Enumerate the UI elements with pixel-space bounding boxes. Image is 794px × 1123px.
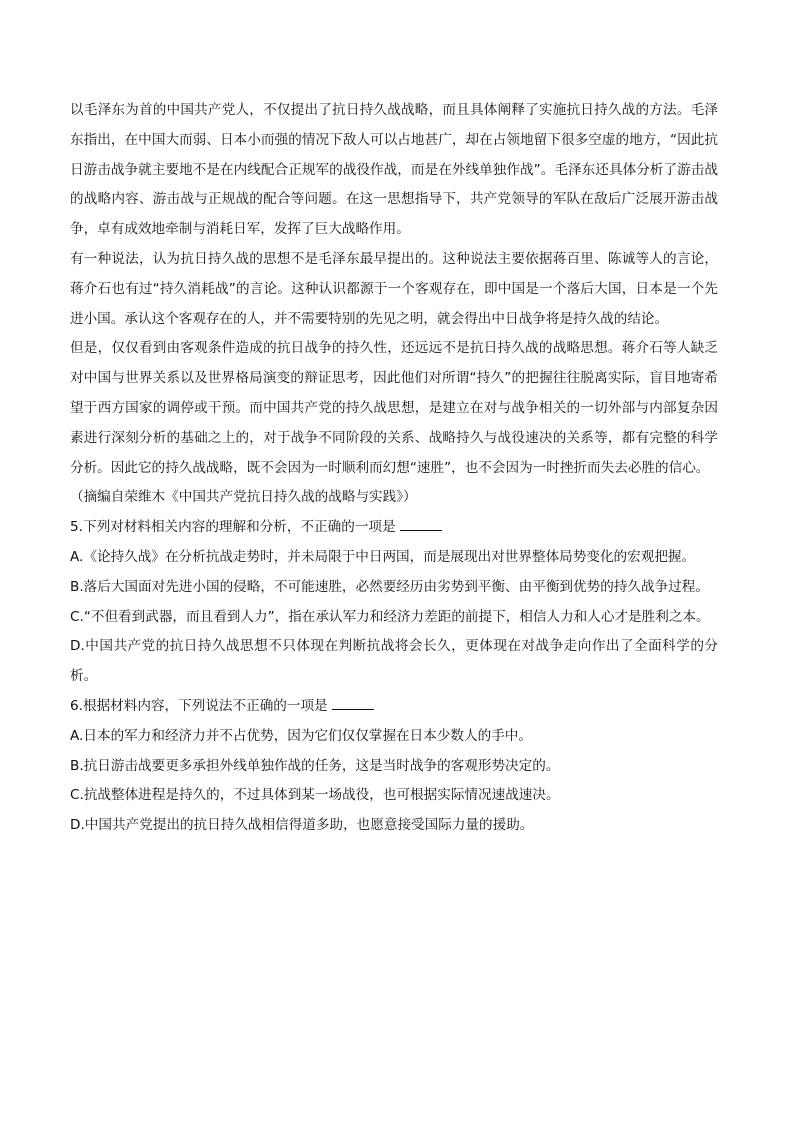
passage-paragraph-3: 但是，仅仅看到由客观条件造成的抗日战争的持久性，还远远不是抗日持久战的战略思想。蒋介石等人缺乏对中国与世界关系以及世界格局演变的辩证思考，因此他们对所谓“持久”的把握往往脱离实际，盲目地寄希望于西方国家的调停或干预。而中国共产党的持久战思想，是建立在对与战争相关的一切外部与内部复杂因素进行深刻分析的基础之上的，对于战争不同阶段的关系、战略持久与战役速决的关系等，都有完整的科学分析。因此它的持久战战略，既不会因为一时顺利而幻想“速胜”，也不会因为一时挫折而失去必胜的信心。 (70, 340, 718, 476)
question-6-option-a: A.日本的军力和经济力并不占优势，因为它们仅仅掌握在日本少数人的手中。 (70, 727, 532, 744)
question-5-stem (70, 513, 718, 543)
question-6-stem (70, 692, 718, 722)
question-5-option-c: C.“不但看到武器，而且看到人力”，指在承认军力和经济力差距的前提下，相信人力和人心才是胜利之本。 (70, 608, 710, 625)
answer-blank (400, 516, 442, 531)
question-6-option-b: B.抗日游击战要更多承担外线单独作战的任务，这是当时战争的客观形势决定的。 (70, 757, 560, 774)
question-5-option-a: A.《论持久战》在分析抗战走势时，并未局限于中日两国，而是展现出对世界整体局势变化的宏观把握。 (70, 548, 696, 565)
question-6-option-d: D.中国共产党提出的抗日持久战相信得道多助，也愿意接受国际力量的援助。 (70, 817, 534, 834)
question-5-option-b: B.落后大国面对先进小国的侵略，不可能速胜，必然要经历由劣势到平衡、由平衡到优势的持久战争过程。 (70, 578, 709, 595)
question-6-stem-text: 6.根据材料内容，下列说法不正确的一项是 (70, 697, 328, 714)
question-5-stem-text: 5.下列对材料相关内容的理解和分析，不正确的一项是 (70, 519, 396, 536)
question-5-option-d: D.中国共产党的抗日持久战思想不只体现在判断抗战将会长久，更体现在对战争走向作出了全面科学的分析。 (70, 638, 718, 685)
document-page (70, 96, 718, 841)
passage-paragraph-1: 以毛泽东为首的中国共产党人，不仅提出了抗日持久战战略，而且具体阐释了实施抗日持久战的方法。毛泽东指出，在中国大而弱、日本小而强的情况下敌人可以占地甚广，却在占领地留下很多空虚的地方，“因此抗日游击战争就主要地不是在内线配合正规军的战役作战，而是在外线单独作战”。毛泽东还具体分析了游击战的战略内容、游击战与正规战的配合等问题。在这一思想指导下，共产党领导的军队在敌后广泛展开游击战争，卓有成效地牵制与消耗日军，发挥了巨大战略作用。 (70, 102, 718, 238)
question-6-option-c: C.抗战整体进程是持久的，不过具体到某一场战役，也可根据实际情况速战速决。 (70, 787, 560, 804)
answer-blank (332, 695, 374, 710)
passage-source: （摘编自荣维木《中国共产党抗日持久战的战略与实践》） (70, 489, 417, 506)
passage-paragraph-2: 有一种说法，认为抗日持久战的思想不是毛泽东最早提出的。这种说法主要依据蒋百里、陈诚等人的言论，蒋介石也有过“持久消耗战”的言论。这种认识都源于一个客观存在，即中国是一个落后大国，日本是一个先进小国。承认这个客观存在的人，并不需要特别的先见之明，就会得出中日战争将是持久战的结论。 (70, 250, 718, 327)
